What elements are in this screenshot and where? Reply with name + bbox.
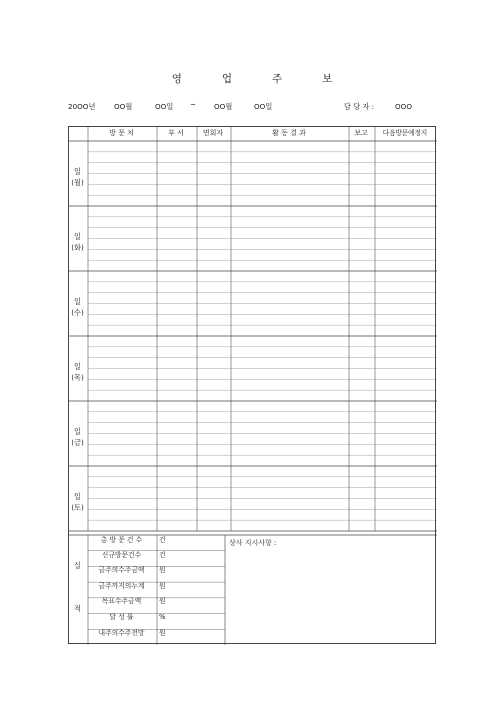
day-name: (수) xyxy=(71,308,84,317)
day-label-wed xyxy=(68,296,87,318)
performance-label-bottom: 적 xyxy=(74,604,81,613)
day-char: 일 xyxy=(74,362,81,371)
report-title xyxy=(0,71,504,86)
day-char: 일 xyxy=(74,232,81,241)
supervisor-note-label: 상사 지시사항 : xyxy=(229,539,277,547)
day-char: 일 xyxy=(74,492,81,501)
stat-unit: 원 xyxy=(159,582,166,590)
header-activity-result: 활 동 결 과 xyxy=(272,129,306,137)
day-name: (화) xyxy=(71,243,84,252)
stat-new-visits: 신규방문건수 xyxy=(101,551,142,559)
stat-cumulative: 금주까지의누계 xyxy=(98,582,145,590)
day-name: (월) xyxy=(71,178,84,187)
day-label-fri xyxy=(68,426,87,448)
day-char: 일 xyxy=(74,427,81,436)
period-end-day: OO일 xyxy=(254,102,273,111)
day-label-tue xyxy=(68,231,87,253)
title-char: 보 xyxy=(322,73,333,85)
title-char: 주 xyxy=(272,73,283,85)
day-label-thu xyxy=(68,361,87,383)
title-char: 영 xyxy=(171,73,182,85)
day-name: (목) xyxy=(71,373,84,382)
day-name: (토) xyxy=(71,503,84,512)
header-report: 보고 xyxy=(354,129,368,137)
stat-unit: % xyxy=(159,613,166,621)
header-visit-place: 방 문 처 xyxy=(109,129,134,137)
header-contact: 면회자 xyxy=(202,129,224,137)
title-char: 업 xyxy=(221,73,232,85)
period-end-month: OO월 xyxy=(214,102,233,111)
stat-unit: 원 xyxy=(159,629,166,637)
stat-unit: 원 xyxy=(159,566,166,574)
stat-unit: 원 xyxy=(159,597,166,605)
period-separator: ~ xyxy=(190,100,197,109)
stat-unit: 건 xyxy=(159,536,166,544)
performance-label-top: 실 xyxy=(74,561,81,570)
stat-achievement-rate: 달 성 률 xyxy=(109,613,134,621)
period-start-month: OO월 xyxy=(114,102,133,111)
stat-total-visits: 총 방 문 건 수 xyxy=(100,536,143,544)
stat-unit: 건 xyxy=(159,551,166,559)
day-char: 일 xyxy=(74,167,81,176)
manager-value: OOO xyxy=(395,102,412,111)
manager-label: 담 당 자 : xyxy=(344,102,375,111)
period-start-day: OO일 xyxy=(155,102,174,111)
day-label-mon xyxy=(68,166,87,188)
stat-next-week-forecast: 내주의수주전망 xyxy=(98,629,145,637)
header-department: 부 서 xyxy=(168,129,184,137)
header-next-visit: 다음방문예정지 xyxy=(382,129,428,137)
period-year: 20OO년 xyxy=(68,102,96,111)
day-label-sat xyxy=(68,491,87,513)
day-name: (금) xyxy=(71,438,84,447)
stat-week-orders: 금주의수주금액 xyxy=(98,566,145,574)
stat-target-orders: 목표수주금액 xyxy=(101,597,142,605)
day-char: 일 xyxy=(74,297,81,306)
